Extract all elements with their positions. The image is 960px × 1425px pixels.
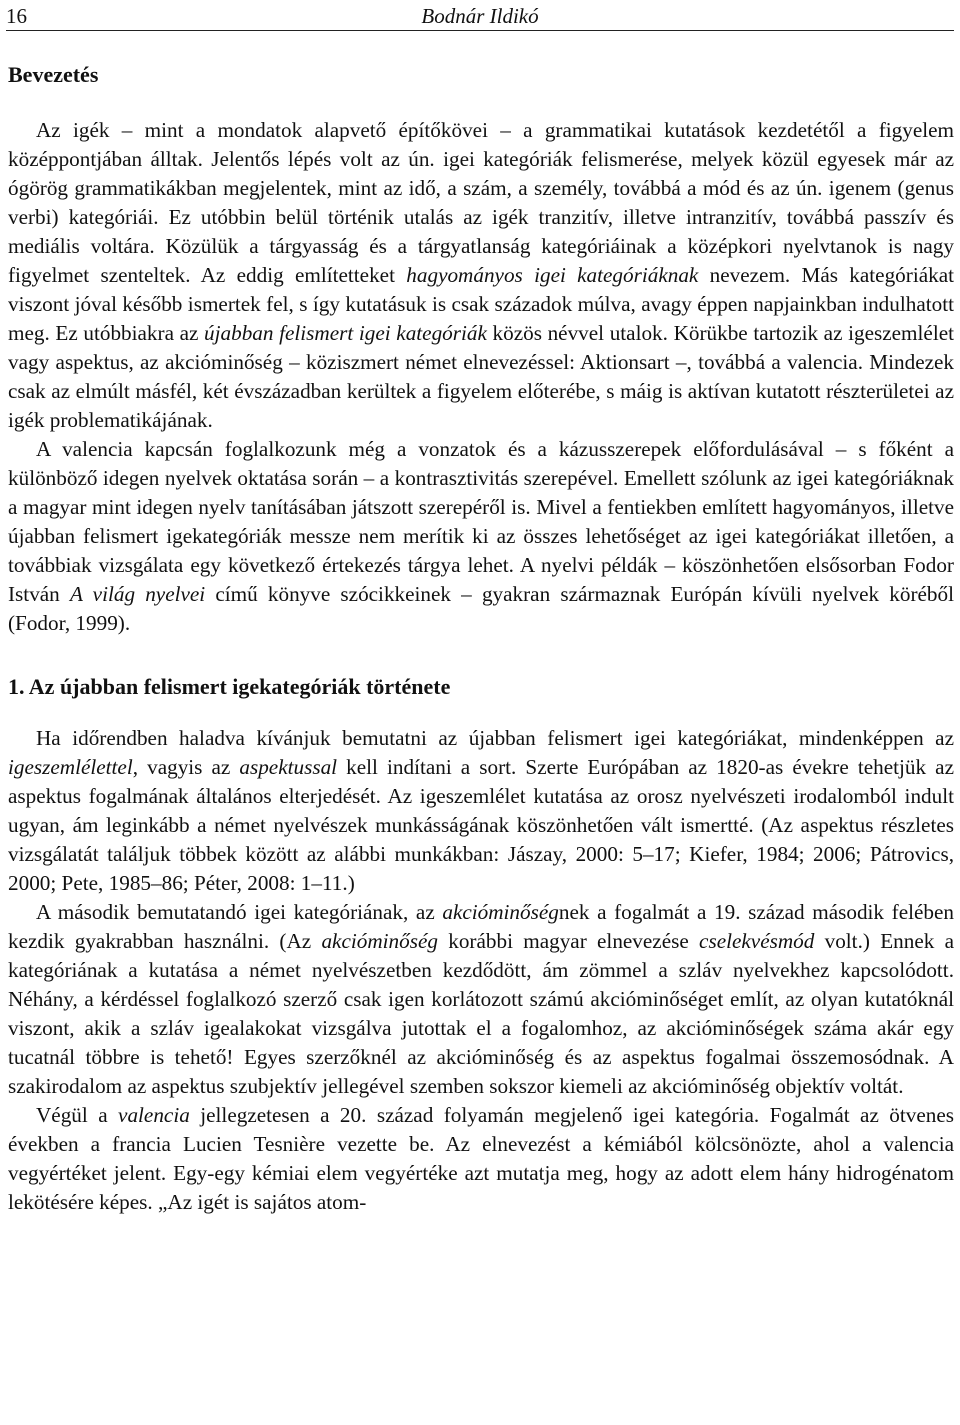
section-heading: 1. Az újabban felismert igekategóriák története	[8, 674, 451, 699]
italic-term: akcióminőség	[442, 900, 559, 924]
italic-term: valencia	[118, 1103, 190, 1127]
text-run: kell indítani a sort. Szerte Európában az 1820-as évekre tehetjük az aspektus fogalmának általános elterjedését. Az igeszemlélet kutatása az orosz nyelvészeti irodalomból indult ugyan, ám leginkább a német nyelvészek munkásságának köszönhetően vált ismertté. (Az aspektus részletes vizsgálatát találjuk többek között az alábbi munkákban: Jászay, 2000: 5–17; Kiefer, 1984; 2006; Pátrovics, 2000; Pete, 1985–86; Péter, 2008: 1–11.)	[8, 755, 954, 895]
intro-paragraph-1	[8, 116, 954, 435]
text-run: Ha időrendben haladva kívánjuk bemutatni az újabban felismert igei kategóriákat, mindenképpen az	[36, 726, 954, 750]
intro-heading: Bevezetés	[8, 62, 99, 87]
italic-term: igeszemlélettel	[8, 755, 133, 779]
text-run: közös névvel utalok. Körükbe tartozik az igeszemlélet vagy aspektus, az akcióminőség – köziszmert német elnevezéssel: Aktionsart –, továbbá a valencia. Mindezek csak az elmúlt másfél, két évszázadban kerültek a figyelem előterébe, s máig is aktívan kutatott részterületei az igék problematikájának.	[8, 321, 954, 432]
text-run: A valencia kapcsán foglalkozunk még a vonzatok és a kázusszerepek előfordulásával – s főként a különböző idegen nyelvek oktatása során – a kontrasztivitás szerepével. Emellett szólunk az igei kategóriáknak a magyar mint idegen nyelv tanításában játszott szerepéről is. Mivel a fentiekben említett hagyományos, illetve újabban felismert igekategóriák messze nem merítik ki az összes lehetőséget az igei kategóriákat illetően, a továbbiak vizsgálata egy következő értekezés tárgya lehet. A nyelvi példák – köszönhetően elsősorban Fodor István	[8, 437, 954, 606]
page-number: 16	[6, 4, 27, 28]
text-run: jellegzetesen a 20. század folyamán megjelenő igei kategória. Fogalmát az ötvenes években a francia Lucien Tesnière vezette be. Az elnevezést a kémiából kölcsönözte, ahol a valencia vegyértéket jelent. Egy-egy kémiai elem vegyértéke azt mutatja meg, hogy az adott elem hány hidrogénatom lekötésére képes. „Az igét is sajátos atom-	[8, 1103, 954, 1214]
text-run: A második bemutatandó igei kategóriának, az	[36, 900, 443, 924]
running-header	[6, 0, 954, 31]
text-run: nevezem. Más kategóriákat viszont jóval később ismertek fel, s így kutatásuk is csak századok múlva, avagy éppen napjainkban indulhatott meg. Ez utóbbiakra az	[8, 263, 954, 345]
text-run: volt.) Ennek a kategóriának a kutatása a német nyelvészetben kezdődött, ám zömmel a szláv nyelvekhez kapcsolódott. Néhány, a kérdéssel foglalkozó szerző csak igen korlátozott számú akcióminőséget említ, az olyan kutatóknál viszont, akik a szláv igealakokat vizsgálva jutottak el a fogalomhoz, az akcióminőségek száma akár egy tucatnál többre is tehető! Egyes szerzőknél az akcióminőség és az aspektus fogalmai összemosódnak. A szakirodalom az aspektus szubjektív jellegével szemben sokszor kiemeli az akcióminőség objektív voltát.	[8, 929, 954, 1098]
text-run: , vagyis az	[132, 755, 240, 779]
italic-book-title: A világ nyelvei	[69, 582, 206, 606]
page-body	[8, 58, 954, 1217]
section-paragraph-3	[8, 1101, 954, 1217]
section-paragraph-2	[8, 898, 954, 1101]
text-run: című könyve szócikkeinek – gyakran származnak Európán kívüli nyelvek köréből (Fodor, 1999).	[8, 582, 954, 635]
italic-term: akcióminőség	[321, 929, 438, 953]
text-run: nek a fogalmát a 19. század második felében kezdik gyakrabban használni. (Az	[8, 900, 954, 953]
section-paragraph-1	[8, 724, 954, 898]
italic-term: aspektussal	[239, 755, 338, 779]
italic-term: cselekvésmód	[699, 929, 815, 953]
running-head-author: Bodnár Ildikó	[421, 4, 539, 28]
intro-paragraph-2	[8, 435, 954, 638]
italic-term: hagyományos igei kategóriáknak	[406, 263, 699, 287]
text-run: Végül a	[36, 1103, 119, 1127]
text-run: korábbi magyar elnevezése	[437, 929, 700, 953]
italic-term: újabban felismert igei kategóriák	[204, 321, 487, 345]
text-run: Az igék – mint a mondatok alapvető építőkövei – a grammatikai kutatások kezdetétől a figyelem középpontjában álltak. Jelentős lépés volt az ún. igei kategóriák felismerése, melyek közül egyesek már az ógörög grammatikákban megjelentek, mint az idő, a szám, a személy, továbbá a mód és az ún. igenem (genus verbi) kategóriái. Ez utóbbin belül történik utalás az igék tranzitív, illetve intranzitív, továbbá passzív és mediális voltára. Közülük a tárgyasság és a tárgyatlanság kategóriáinak a középkori nyelvtanok is nagy figyelmet szenteltek. Az eddig említetteket	[8, 118, 954, 287]
